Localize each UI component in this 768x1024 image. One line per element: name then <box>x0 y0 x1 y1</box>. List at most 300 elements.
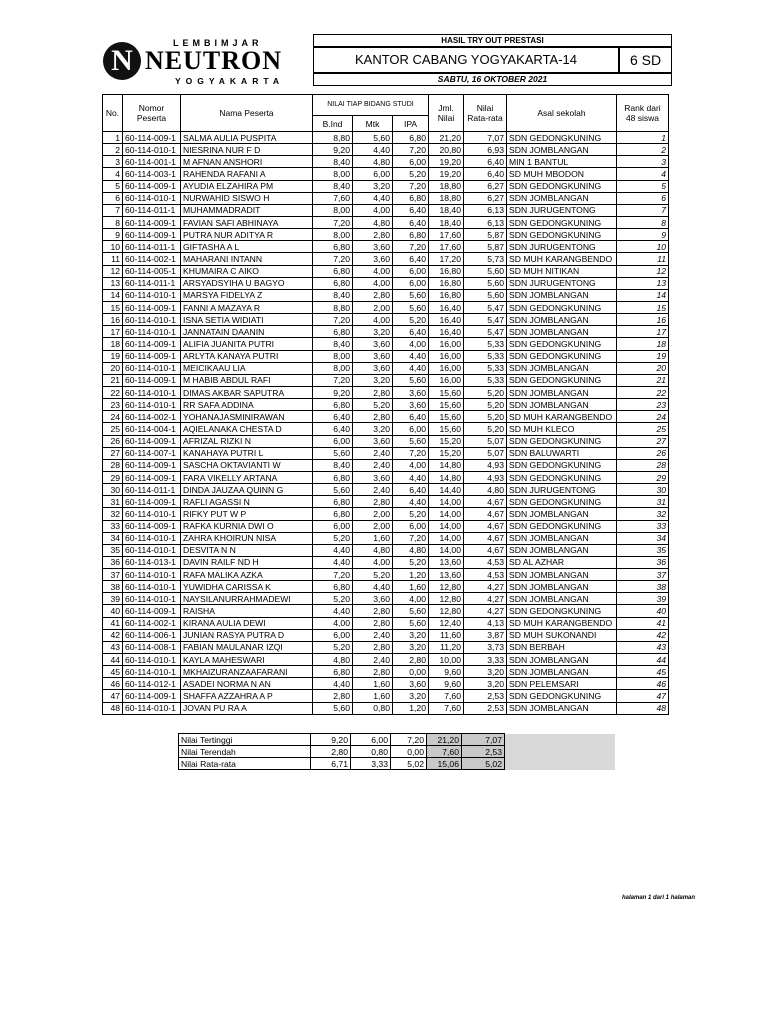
table-cell: 60-114-006-1 <box>123 629 181 641</box>
table-cell: 7,20 <box>393 180 429 192</box>
table-cell: SDN GEDONGKUNING <box>507 520 617 532</box>
table-cell: 8,00 <box>313 350 353 362</box>
table-cell: 14,00 <box>429 496 464 508</box>
summary-cell: 7,20 <box>391 734 427 746</box>
table-cell: 6,80 <box>313 265 353 277</box>
table-cell: 32 <box>103 508 123 520</box>
table-cell: 6,40 <box>313 411 353 423</box>
table-cell: 25 <box>103 423 123 435</box>
table-cell: SDN BALUWARTI <box>507 447 617 459</box>
table-cell: 13 <box>617 277 669 289</box>
table-cell: 35 <box>617 544 669 556</box>
table-cell: 60-114-010-1 <box>123 544 181 556</box>
table-cell: SDN JOMBLANGAN <box>507 593 617 605</box>
table-cell: 6,40 <box>393 216 429 228</box>
table-cell: 7,20 <box>313 374 353 386</box>
table-cell: 32 <box>617 508 669 520</box>
table-cell: 16,80 <box>429 277 464 289</box>
table-cell: 60-114-009-1 <box>123 605 181 617</box>
table-cell: SD AL AZHAR <box>507 556 617 568</box>
summary-cell: 6,00 <box>351 734 391 746</box>
table-cell: 2,80 <box>353 229 393 241</box>
table-cell: 60-114-009-1 <box>123 374 181 386</box>
table-cell: 4,40 <box>393 496 429 508</box>
table-cell: SDN GEDONGKUNING <box>507 459 617 471</box>
summary-cell: Nilai Terendah <box>179 746 311 758</box>
table-cell: 9,20 <box>313 144 353 156</box>
table-cell: 7 <box>617 204 669 216</box>
table-cell: 60-114-010-1 <box>123 192 181 204</box>
summary-row <box>179 746 615 758</box>
table-cell: 4,67 <box>464 496 507 508</box>
table-cell: 2,00 <box>353 301 393 313</box>
table-cell: 27 <box>103 447 123 459</box>
table-cell: 44 <box>103 654 123 666</box>
table-cell: SD MUH MBODON <box>507 168 617 180</box>
table-cell: 6,80 <box>313 666 353 678</box>
table-cell: JOVAN PU RA A <box>181 702 313 714</box>
table-row <box>103 702 669 714</box>
table-cell: SDN JOMBLANGAN <box>507 326 617 338</box>
table-cell: 4,00 <box>353 277 393 289</box>
table-cell: 3,60 <box>353 593 393 605</box>
table-row <box>103 423 669 435</box>
table-cell: SD MUH KARANGBENDO <box>507 253 617 265</box>
table-cell: 16,00 <box>429 338 464 350</box>
table-cell: 6,80 <box>313 508 353 520</box>
table-row <box>103 399 669 411</box>
table-row <box>103 654 669 666</box>
table-cell: 16,40 <box>429 326 464 338</box>
table-cell: 1,60 <box>353 532 393 544</box>
table-cell: 17,20 <box>429 253 464 265</box>
table-cell: SDN PELEMSARI <box>507 678 617 690</box>
summary-row <box>179 734 615 746</box>
table-cell: SDN JOMBLANGAN <box>507 569 617 581</box>
table-cell: 14,00 <box>429 520 464 532</box>
table-cell: 5,33 <box>464 362 507 374</box>
table-cell: 8,40 <box>313 180 353 192</box>
table-row <box>103 484 669 496</box>
table-cell: 60-114-002-1 <box>123 411 181 423</box>
table-cell: RAISHA <box>181 605 313 617</box>
table-cell: 5,07 <box>464 447 507 459</box>
table-cell: 3,60 <box>353 241 393 253</box>
table-cell: 2,80 <box>353 641 393 653</box>
table-cell: 16 <box>103 314 123 326</box>
table-cell: 15,60 <box>429 399 464 411</box>
table-cell: 5,20 <box>313 593 353 605</box>
table-cell: SDN GEDONGKUNING <box>507 605 617 617</box>
table-cell: SDN GEDONGKUNING <box>507 350 617 362</box>
table-cell: 7,60 <box>429 690 464 702</box>
table-cell: 4,67 <box>464 508 507 520</box>
table-cell: 5,20 <box>393 314 429 326</box>
table-cell: RAHENDA RAFANI A <box>181 168 313 180</box>
table-row <box>103 144 669 156</box>
table-cell: 4,40 <box>313 678 353 690</box>
table-cell: 3,60 <box>393 399 429 411</box>
summary-cell: 7,07 <box>462 734 505 746</box>
table-row <box>103 471 669 483</box>
table-cell: 10 <box>617 241 669 253</box>
table-row <box>103 617 669 629</box>
table-cell: JANNATAIN DAANIN <box>181 326 313 338</box>
table-cell: 8,40 <box>313 156 353 168</box>
table-cell: 60-114-009-1 <box>123 690 181 702</box>
table-cell: FAVIAN SAFI ABHINAYA <box>181 216 313 228</box>
summary-row <box>179 758 615 770</box>
table-cell: 15,60 <box>429 423 464 435</box>
table-cell: 10 <box>103 241 123 253</box>
table-cell: SDN GEDONGKUNING <box>507 132 617 144</box>
table-cell: 5,60 <box>353 132 393 144</box>
table-cell: 16,40 <box>429 301 464 313</box>
table-cell: 5,20 <box>353 569 393 581</box>
table-cell: 7,60 <box>429 702 464 714</box>
table-cell: 18 <box>103 338 123 350</box>
table-cell: 5,60 <box>393 289 429 301</box>
table-cell: SDN JOMBLANGAN <box>507 192 617 204</box>
table-cell: 6,40 <box>393 253 429 265</box>
table-cell: 14,80 <box>429 471 464 483</box>
table-cell: 14,40 <box>429 484 464 496</box>
table-cell: 5,60 <box>393 435 429 447</box>
table-row <box>103 593 669 605</box>
table-cell: 2,80 <box>353 666 393 678</box>
table-cell: MKHAIZURANZAAFARANI <box>181 666 313 678</box>
table-cell: 43 <box>617 641 669 653</box>
table-cell: 4,53 <box>464 556 507 568</box>
table-row <box>103 168 669 180</box>
table-cell: 20 <box>103 362 123 374</box>
table-row <box>103 605 669 617</box>
table-cell: 60-114-009-1 <box>123 132 181 144</box>
table-cell: 19 <box>617 350 669 362</box>
table-cell: 6,00 <box>393 265 429 277</box>
logo-name: NEUTRON <box>145 46 283 75</box>
table-cell: 2,00 <box>353 508 393 520</box>
table-cell: NURWAHID SISWO H <box>181 192 313 204</box>
table-cell: 2,80 <box>353 386 393 398</box>
table-cell: 15,60 <box>429 386 464 398</box>
table-cell: 4,27 <box>464 605 507 617</box>
table-cell: 6,40 <box>393 204 429 216</box>
table-cell: 40 <box>103 605 123 617</box>
table-cell: SDN GEDONGKUNING <box>507 435 617 447</box>
table-cell: MUHAMMADRADIT <box>181 204 313 216</box>
table-cell: 9,60 <box>429 666 464 678</box>
table-row <box>103 447 669 459</box>
table-cell: 6,40 <box>393 411 429 423</box>
table-cell: 4,00 <box>353 265 393 277</box>
table-cell: KAYLA MAHESWARI <box>181 654 313 666</box>
table-cell: 12,80 <box>429 581 464 593</box>
table-cell: KHUMAIRA C AIKO <box>181 265 313 277</box>
table-cell: 6,00 <box>393 156 429 168</box>
table-cell: 18 <box>617 338 669 350</box>
table-cell: 2,40 <box>353 484 393 496</box>
table-cell: 43 <box>103 641 123 653</box>
table-cell: 44 <box>617 654 669 666</box>
table-cell: SDN GEDONGKUNING <box>507 229 617 241</box>
table-cell: 16,00 <box>429 362 464 374</box>
summary-cell: 0,80 <box>351 746 391 758</box>
table-cell: 4,40 <box>353 192 393 204</box>
table-cell: 33 <box>103 520 123 532</box>
table-row <box>103 326 669 338</box>
table-cell: 60-114-011-1 <box>123 241 181 253</box>
table-row <box>103 411 669 423</box>
table-cell: RAFKA KURNIA DWI O <box>181 520 313 532</box>
table-cell: 6,40 <box>313 423 353 435</box>
table-row <box>103 301 669 313</box>
table-cell: 6,80 <box>313 581 353 593</box>
table-cell: 3,20 <box>393 629 429 641</box>
table-cell: ARLYTA KANAYA PUTRI <box>181 350 313 362</box>
table-cell: 8,40 <box>313 459 353 471</box>
results-table <box>102 94 669 715</box>
table-cell: 60-114-009-1 <box>123 180 181 192</box>
table-cell: 4,00 <box>393 593 429 605</box>
table-cell: 15 <box>103 301 123 313</box>
table-cell: 4,40 <box>353 144 393 156</box>
table-row <box>103 641 669 653</box>
table-cell: 22 <box>103 386 123 398</box>
kantor-title: KANTOR CABANG YOGYAKARTA-14 <box>313 47 619 73</box>
table-cell: 60-114-009-1 <box>123 520 181 532</box>
table-row <box>103 678 669 690</box>
table-row <box>103 496 669 508</box>
table-cell: 60-114-012-1 <box>123 678 181 690</box>
table-cell: 2 <box>103 144 123 156</box>
table-cell: 21 <box>103 374 123 386</box>
table-cell: 60-114-009-1 <box>123 301 181 313</box>
table-cell: 28 <box>103 459 123 471</box>
table-cell: MEICIKAAU LIA <box>181 362 313 374</box>
table-cell: 4,00 <box>353 556 393 568</box>
table-cell: 1,20 <box>393 569 429 581</box>
table-cell: 7,20 <box>313 253 353 265</box>
table-cell: 8 <box>103 216 123 228</box>
table-cell: MARSYA FIDELYA Z <box>181 289 313 301</box>
table-cell: 5,60 <box>393 374 429 386</box>
table-cell: SD MUH KARANGBENDO <box>507 617 617 629</box>
table-cell: 46 <box>103 678 123 690</box>
table-cell: AYUDIA ELZAHIRA PM <box>181 180 313 192</box>
table-cell: 5,60 <box>464 289 507 301</box>
table-cell: 1,60 <box>353 690 393 702</box>
table-cell: SALMA AULIA PUSPITA <box>181 132 313 144</box>
col-asal: Asal sekolah <box>507 95 617 132</box>
table-cell: 33 <box>617 520 669 532</box>
table-row <box>103 508 669 520</box>
table-cell: DIMAS AKBAR SAPUTRA <box>181 386 313 398</box>
table-cell: 0,80 <box>353 702 393 714</box>
table-cell: 4 <box>617 168 669 180</box>
table-cell: 16,80 <box>429 289 464 301</box>
table-cell: 8,00 <box>313 204 353 216</box>
table-cell: 60-114-003-1 <box>123 168 181 180</box>
summary-cell: 0,00 <box>391 746 427 758</box>
col-bind: B.Ind <box>313 116 353 132</box>
table-row <box>103 253 669 265</box>
summary-cell: 3,33 <box>351 758 391 770</box>
table-cell: 6,40 <box>464 168 507 180</box>
table-cell: 4,40 <box>393 350 429 362</box>
table-cell: 3,60 <box>353 350 393 362</box>
table-cell: RAFLI AGASSI N <box>181 496 313 508</box>
table-cell: 2,80 <box>393 654 429 666</box>
table-cell: 3,60 <box>353 435 393 447</box>
table-cell: 3,87 <box>464 629 507 641</box>
table-cell: 5,33 <box>464 374 507 386</box>
table-cell: 38 <box>617 581 669 593</box>
table-row <box>103 265 669 277</box>
table-cell: SDN JURUGENTONG <box>507 484 617 496</box>
table-cell: 60-114-010-1 <box>123 362 181 374</box>
table-cell: 6,80 <box>393 192 429 204</box>
col-group: NILAI TIAP BIDANG STUDI <box>313 95 429 116</box>
table-cell: SDN JOMBLANGAN <box>507 314 617 326</box>
table-cell: 16,80 <box>429 265 464 277</box>
table-cell: 5,20 <box>393 556 429 568</box>
table-cell: SDN GEDONGKUNING <box>507 374 617 386</box>
table-cell: 14,00 <box>429 544 464 556</box>
table-cell: SDN JOMBLANGAN <box>507 386 617 398</box>
table-cell: 13,60 <box>429 556 464 568</box>
table-cell: 23 <box>103 399 123 411</box>
table-cell: 26 <box>617 447 669 459</box>
table-cell: 28 <box>617 459 669 471</box>
table-cell: 21,20 <box>429 132 464 144</box>
table-row <box>103 629 669 641</box>
table-cell: 5,20 <box>393 168 429 180</box>
neutron-n-icon: N <box>103 42 141 80</box>
table-cell: 14,00 <box>429 508 464 520</box>
summary-cell: 5,02 <box>391 758 427 770</box>
table-cell: NIESRINA NUR F D <box>181 144 313 156</box>
table-cell: 4,80 <box>313 654 353 666</box>
table-cell: 19,20 <box>429 156 464 168</box>
table-cell: 15 <box>617 301 669 313</box>
table-cell: 4,27 <box>464 593 507 605</box>
summary-cell: 6,71 <box>311 758 351 770</box>
table-cell: 60-114-002-1 <box>123 617 181 629</box>
table-cell: 60-114-010-1 <box>123 314 181 326</box>
table-cell: AFRIZAL RIZKI N <box>181 435 313 447</box>
table-cell: 5,47 <box>464 326 507 338</box>
table-cell: 60-114-008-1 <box>123 641 181 653</box>
table-cell: 8,00 <box>313 229 353 241</box>
summary-cell: 21,20 <box>427 734 462 746</box>
table-cell: 6,93 <box>464 144 507 156</box>
table-cell: 14,00 <box>429 532 464 544</box>
table-cell: 8,00 <box>313 362 353 374</box>
table-cell: 6,27 <box>464 180 507 192</box>
table-cell: 16 <box>617 314 669 326</box>
table-cell: 26 <box>103 435 123 447</box>
table-cell: 3,73 <box>464 641 507 653</box>
table-cell: 22 <box>617 386 669 398</box>
table-cell: 38 <box>103 581 123 593</box>
table-cell: 36 <box>617 556 669 568</box>
table-cell: 60-114-010-1 <box>123 569 181 581</box>
table-cell: 4,40 <box>353 581 393 593</box>
table-cell: DESVITA N N <box>181 544 313 556</box>
table-cell: 2,53 <box>464 690 507 702</box>
table-cell: NAYSILANURRAHMADEWI <box>181 593 313 605</box>
table-cell: AQIELANAKA CHESTA D <box>181 423 313 435</box>
table-row <box>103 690 669 702</box>
table-cell: 4,00 <box>353 204 393 216</box>
table-cell: 6,00 <box>393 423 429 435</box>
table-cell: 31 <box>617 496 669 508</box>
table-cell: ARSYADSYIHA U BAGYO <box>181 277 313 289</box>
table-cell: 6,80 <box>393 229 429 241</box>
table-cell: 5,47 <box>464 314 507 326</box>
table-cell: 12,40 <box>429 617 464 629</box>
table-cell: 6,80 <box>313 277 353 289</box>
table-cell: 60-114-010-1 <box>123 702 181 714</box>
summary-cell: 2,80 <box>311 746 351 758</box>
table-cell: 5,20 <box>464 423 507 435</box>
table-cell: 11,20 <box>429 641 464 653</box>
table-cell: 5,20 <box>464 386 507 398</box>
table-row <box>103 520 669 532</box>
table-cell: 5 <box>103 180 123 192</box>
table-cell: 5,20 <box>353 399 393 411</box>
table-cell: 6,80 <box>313 471 353 483</box>
table-cell: 6,80 <box>313 496 353 508</box>
table-cell: 16,00 <box>429 374 464 386</box>
table-row <box>103 241 669 253</box>
table-cell: 12,80 <box>429 593 464 605</box>
table-cell: 1 <box>617 132 669 144</box>
table-cell: 9 <box>617 229 669 241</box>
table-cell: 2 <box>617 144 669 156</box>
table-row <box>103 544 669 556</box>
table-cell: 60-114-010-1 <box>123 508 181 520</box>
col-nomor: Nomor Peserta <box>123 95 181 132</box>
table-cell: 42 <box>617 629 669 641</box>
table-row <box>103 314 669 326</box>
table-row <box>103 180 669 192</box>
table-cell: 3,20 <box>353 374 393 386</box>
table-cell: 7,20 <box>393 241 429 253</box>
table-cell: 2,80 <box>353 605 393 617</box>
table-cell: 6,13 <box>464 216 507 228</box>
table-cell: 11,60 <box>429 629 464 641</box>
table-cell: SDN BERBAH <box>507 641 617 653</box>
table-cell: 4,80 <box>353 216 393 228</box>
table-cell: 60-114-011-1 <box>123 204 181 216</box>
table-cell: 60-114-009-1 <box>123 229 181 241</box>
table-cell: SASCHA OKTAVIANTI W <box>181 459 313 471</box>
table-cell: 1,20 <box>393 702 429 714</box>
table-cell: 24 <box>103 411 123 423</box>
table-cell: 46 <box>617 678 669 690</box>
table-cell: 13,60 <box>429 569 464 581</box>
table-cell: 14,80 <box>429 459 464 471</box>
col-jml: Jml. Nilai <box>429 95 464 132</box>
table-cell: 4,40 <box>313 544 353 556</box>
table-cell: DAVIN RAILF ND H <box>181 556 313 568</box>
table-cell: 12,80 <box>429 605 464 617</box>
table-cell: 3,60 <box>353 471 393 483</box>
table-cell: 1,60 <box>353 678 393 690</box>
table-row <box>103 362 669 374</box>
